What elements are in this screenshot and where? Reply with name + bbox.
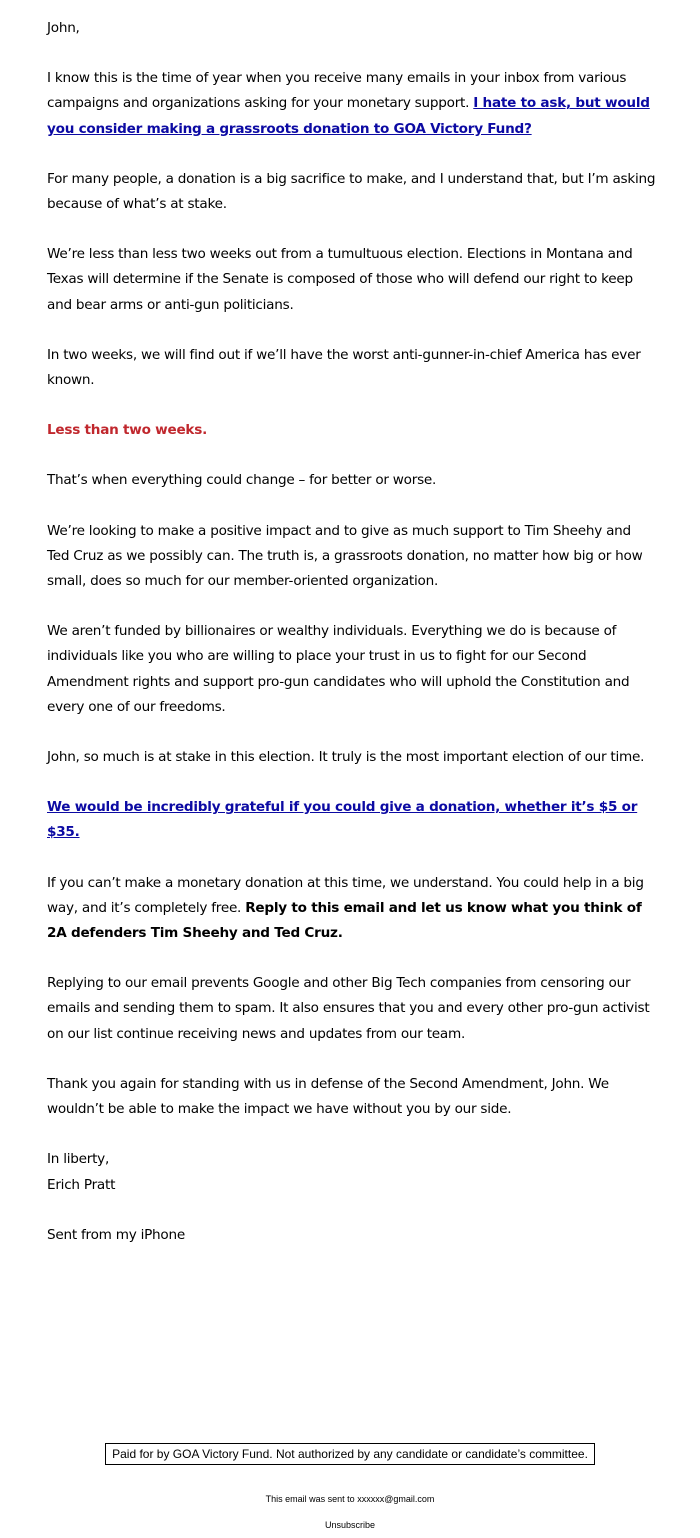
email-body (47, 16, 657, 1273)
footer-sent-to (0, 1493, 700, 1505)
paragraph-thanks: Thank you again for standing with us in defense of the Second Amendment, John. We wouldn’t be able to make the impact we have without you by our side. (47, 1075, 609, 1118)
paragraph-intro (47, 66, 657, 142)
reply-call-to-action: Reply to this email and let us know what you think of 2A defenders Tim Sheehy and Ted Cruz. (47, 899, 642, 942)
sent-to-text: This email was sent to xxxxxx@gmail.com (265, 1494, 435, 1504)
paragraph-election: We’re less than less two weeks out from a tumultuous election. Elections in Montana and Texas will determine if the Senate is composed of those who will defend our right to keep and bear arms or anti-gun politicians. (47, 246, 633, 313)
donation-ask-link[interactable]: I hate to ask, but would you consider making a grassroots donation to GOA Victory Fund? (47, 95, 650, 137)
paragraph-funding: We aren’t funded by billionaires or wealthy individuals. Everything we do is because of individuals like you who are willing to place your trust in us to fight for our Second Amendment rights and support pro-gun candidates who will uphold the Constitution and every one of our freedoms. (47, 623, 630, 715)
footer-unsubscribe-row (0, 1519, 700, 1531)
paragraph-change: That’s when everything could change – for better or worse. (47, 472, 437, 489)
paragraph-reply-text: If you can’t make a monetary donation at this time, we understand. You could help in a big way, and it’s completely free. (47, 874, 644, 916)
paragraph-two-weeks: In two weeks, we will find out if we’ll have the worst anti-gunner-in-chief America has ever known. (47, 346, 641, 389)
paragraph-support: We’re looking to make a positive impact and to give as much support to Tim Sheehy and Ted Cruz as we possibly can. The truth is, a grassroots donation, no matter how big or how small, does so much for our member-oriented organization. (47, 522, 643, 590)
paid-for-disclaimer: Paid for by GOA Victory Fund. Not authorized by any candidate or candidate’s committee. (105, 1443, 595, 1465)
signature-name: Erich Pratt (47, 1176, 116, 1193)
unsubscribe-link[interactable]: Unsubscribe (324, 1520, 376, 1530)
donate-paragraph (47, 795, 657, 845)
signoff: In liberty, (47, 1151, 110, 1168)
greeting: John, (47, 20, 80, 36)
paragraph-stakes: John, so much is at stake in this election. It truly is the most important election of our time. (47, 749, 645, 766)
footer-disclaimer-row (0, 1443, 700, 1465)
donate-link[interactable]: We would be incredibly grateful if you could give a donation, whether it’s $5 or $35. (47, 799, 638, 841)
paragraph-spam: Replying to our email prevents Google and other Big Tech companies from censoring our emails and sending them to spam. It also ensures that you and every other pro-gun activist on our list continue receiving news and updates from our team. (47, 975, 650, 1042)
sent-from: Sent from my iPhone (47, 1226, 185, 1243)
paragraph-reply (47, 871, 657, 947)
paragraph-sacrifice: For many people, a donation is a big sacrifice to make, and I understand that, but I’m asking because of what’s at stake. (47, 170, 656, 213)
paragraph-intro-text: I know this is the time of year when you receive many emails in your inbox from various campaigns and organizations asking for your monetary support. (47, 70, 627, 112)
signature-block (47, 1147, 657, 1197)
red-headline: Less than two weeks. (47, 422, 207, 439)
